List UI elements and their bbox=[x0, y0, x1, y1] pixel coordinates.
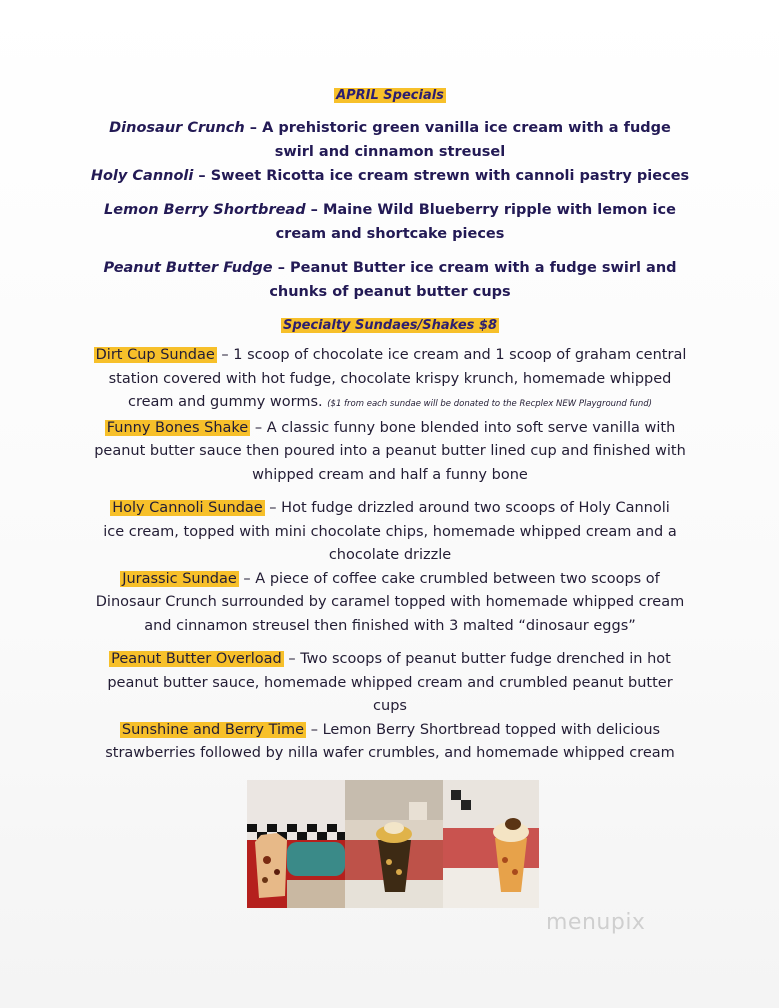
dash: – bbox=[216, 347, 234, 363]
special-item bbox=[90, 198, 690, 246]
sundae-name: Sunshine and Berry Time bbox=[121, 721, 305, 738]
dash: – bbox=[272, 260, 290, 276]
special-name: Holy Cannoli bbox=[90, 168, 194, 184]
april-specials-heading bbox=[90, 82, 690, 106]
special-name: Dinosaur Crunch bbox=[109, 120, 245, 136]
april-specials-title: APRIL Specials bbox=[336, 88, 444, 103]
special-desc: A prehistoric green vanilla ice cream with a fudge swirl and cinnamon streusel bbox=[262, 120, 671, 160]
sundae-desc: Lemon Berry Shortbread topped with delicious strawberries followed by nilla wafer crumbles, and homemade whipped cream bbox=[105, 721, 675, 761]
sundae-item bbox=[90, 719, 690, 766]
sundae-item bbox=[90, 344, 690, 417]
dash: – bbox=[250, 419, 267, 436]
special-desc: Maine Wild Blueberry ripple with lemon ice cream and shortcake pieces bbox=[275, 202, 676, 242]
menupix-watermark: menupix bbox=[546, 910, 646, 935]
special-item bbox=[90, 116, 690, 164]
donation-note: ($1 from each sundae will be donated to the Recplex NEW Playground fund) bbox=[327, 399, 652, 409]
special-item bbox=[90, 164, 690, 188]
sundae-name: Dirt Cup Sundae bbox=[95, 347, 215, 363]
sundae-name: Funny Bones Shake bbox=[106, 419, 249, 436]
sundae-desc: Two scoops of peanut butter fudge drenched in hot peanut butter sauce, homemade whipped cream and crumbled peanut butter cups bbox=[107, 651, 673, 714]
sundae-desc: 1 scoop of chocolate ice cream and 1 scoop of graham central station covered with hot fudge, chocolate krispy krunch, homemade whipped cream and gummy worms. bbox=[108, 347, 687, 410]
sundae-desc: A classic funny bone blended into soft serve vanilla with peanut butter sauce then poured into a peanut butter lined cup and finished with whipped cream and half a funny bone bbox=[94, 419, 686, 483]
photo-sundae bbox=[443, 780, 539, 908]
dash: – bbox=[244, 120, 263, 136]
dash: – bbox=[283, 651, 301, 667]
sundae-name: Holy Cannoli Sundae bbox=[112, 500, 263, 516]
sundae-item bbox=[90, 568, 690, 639]
photo-dirt-cup bbox=[247, 780, 345, 908]
sundae-desc: A piece of coffee cake crumbled between two scoops of Dinosaur Crunch surrounded by caramel topped with homemade whipped cream and cinnamon streusel then finished with 3 malted “dinosaur eggs” bbox=[95, 570, 685, 634]
dirt-cup-photo-image bbox=[247, 780, 345, 908]
special-name: Peanut Butter Fudge bbox=[103, 260, 273, 276]
special-item bbox=[90, 256, 690, 304]
dash: – bbox=[193, 168, 211, 184]
sundae-item bbox=[90, 417, 690, 488]
dash: – bbox=[306, 721, 323, 738]
sundae-heading: Specialty Sundaes/Shakes $8 bbox=[282, 318, 498, 333]
sundae-item bbox=[90, 648, 690, 719]
sundae-photos bbox=[247, 780, 539, 908]
special-desc: Sweet Ricotta ice cream strewn with cannoli pastry pieces bbox=[210, 168, 690, 184]
special-name: Lemon Berry Shortbread bbox=[104, 202, 306, 218]
photo-shake bbox=[345, 780, 443, 908]
special-desc: Peanut Butter ice cream with a fudge swirl and chunks of peanut butter cups bbox=[269, 260, 677, 300]
sundae-name: Peanut Butter Overload bbox=[111, 651, 282, 667]
sundae-desc: Hot fudge drizzled around two scoops of Holy Cannoli ice cream, topped with mini chocolate chips, homemade whipped cream and a chocolate drizzle bbox=[103, 500, 677, 563]
sundae-heading-row bbox=[90, 312, 690, 336]
menu-content bbox=[90, 82, 690, 766]
shake-photo-image bbox=[345, 780, 443, 908]
dash: – bbox=[305, 202, 323, 218]
sundae-photo-image bbox=[443, 780, 539, 908]
dash: – bbox=[238, 570, 256, 587]
sundae-item bbox=[90, 497, 690, 568]
sundae-name: Jurassic Sundae bbox=[122, 570, 237, 587]
dash: – bbox=[264, 500, 282, 516]
